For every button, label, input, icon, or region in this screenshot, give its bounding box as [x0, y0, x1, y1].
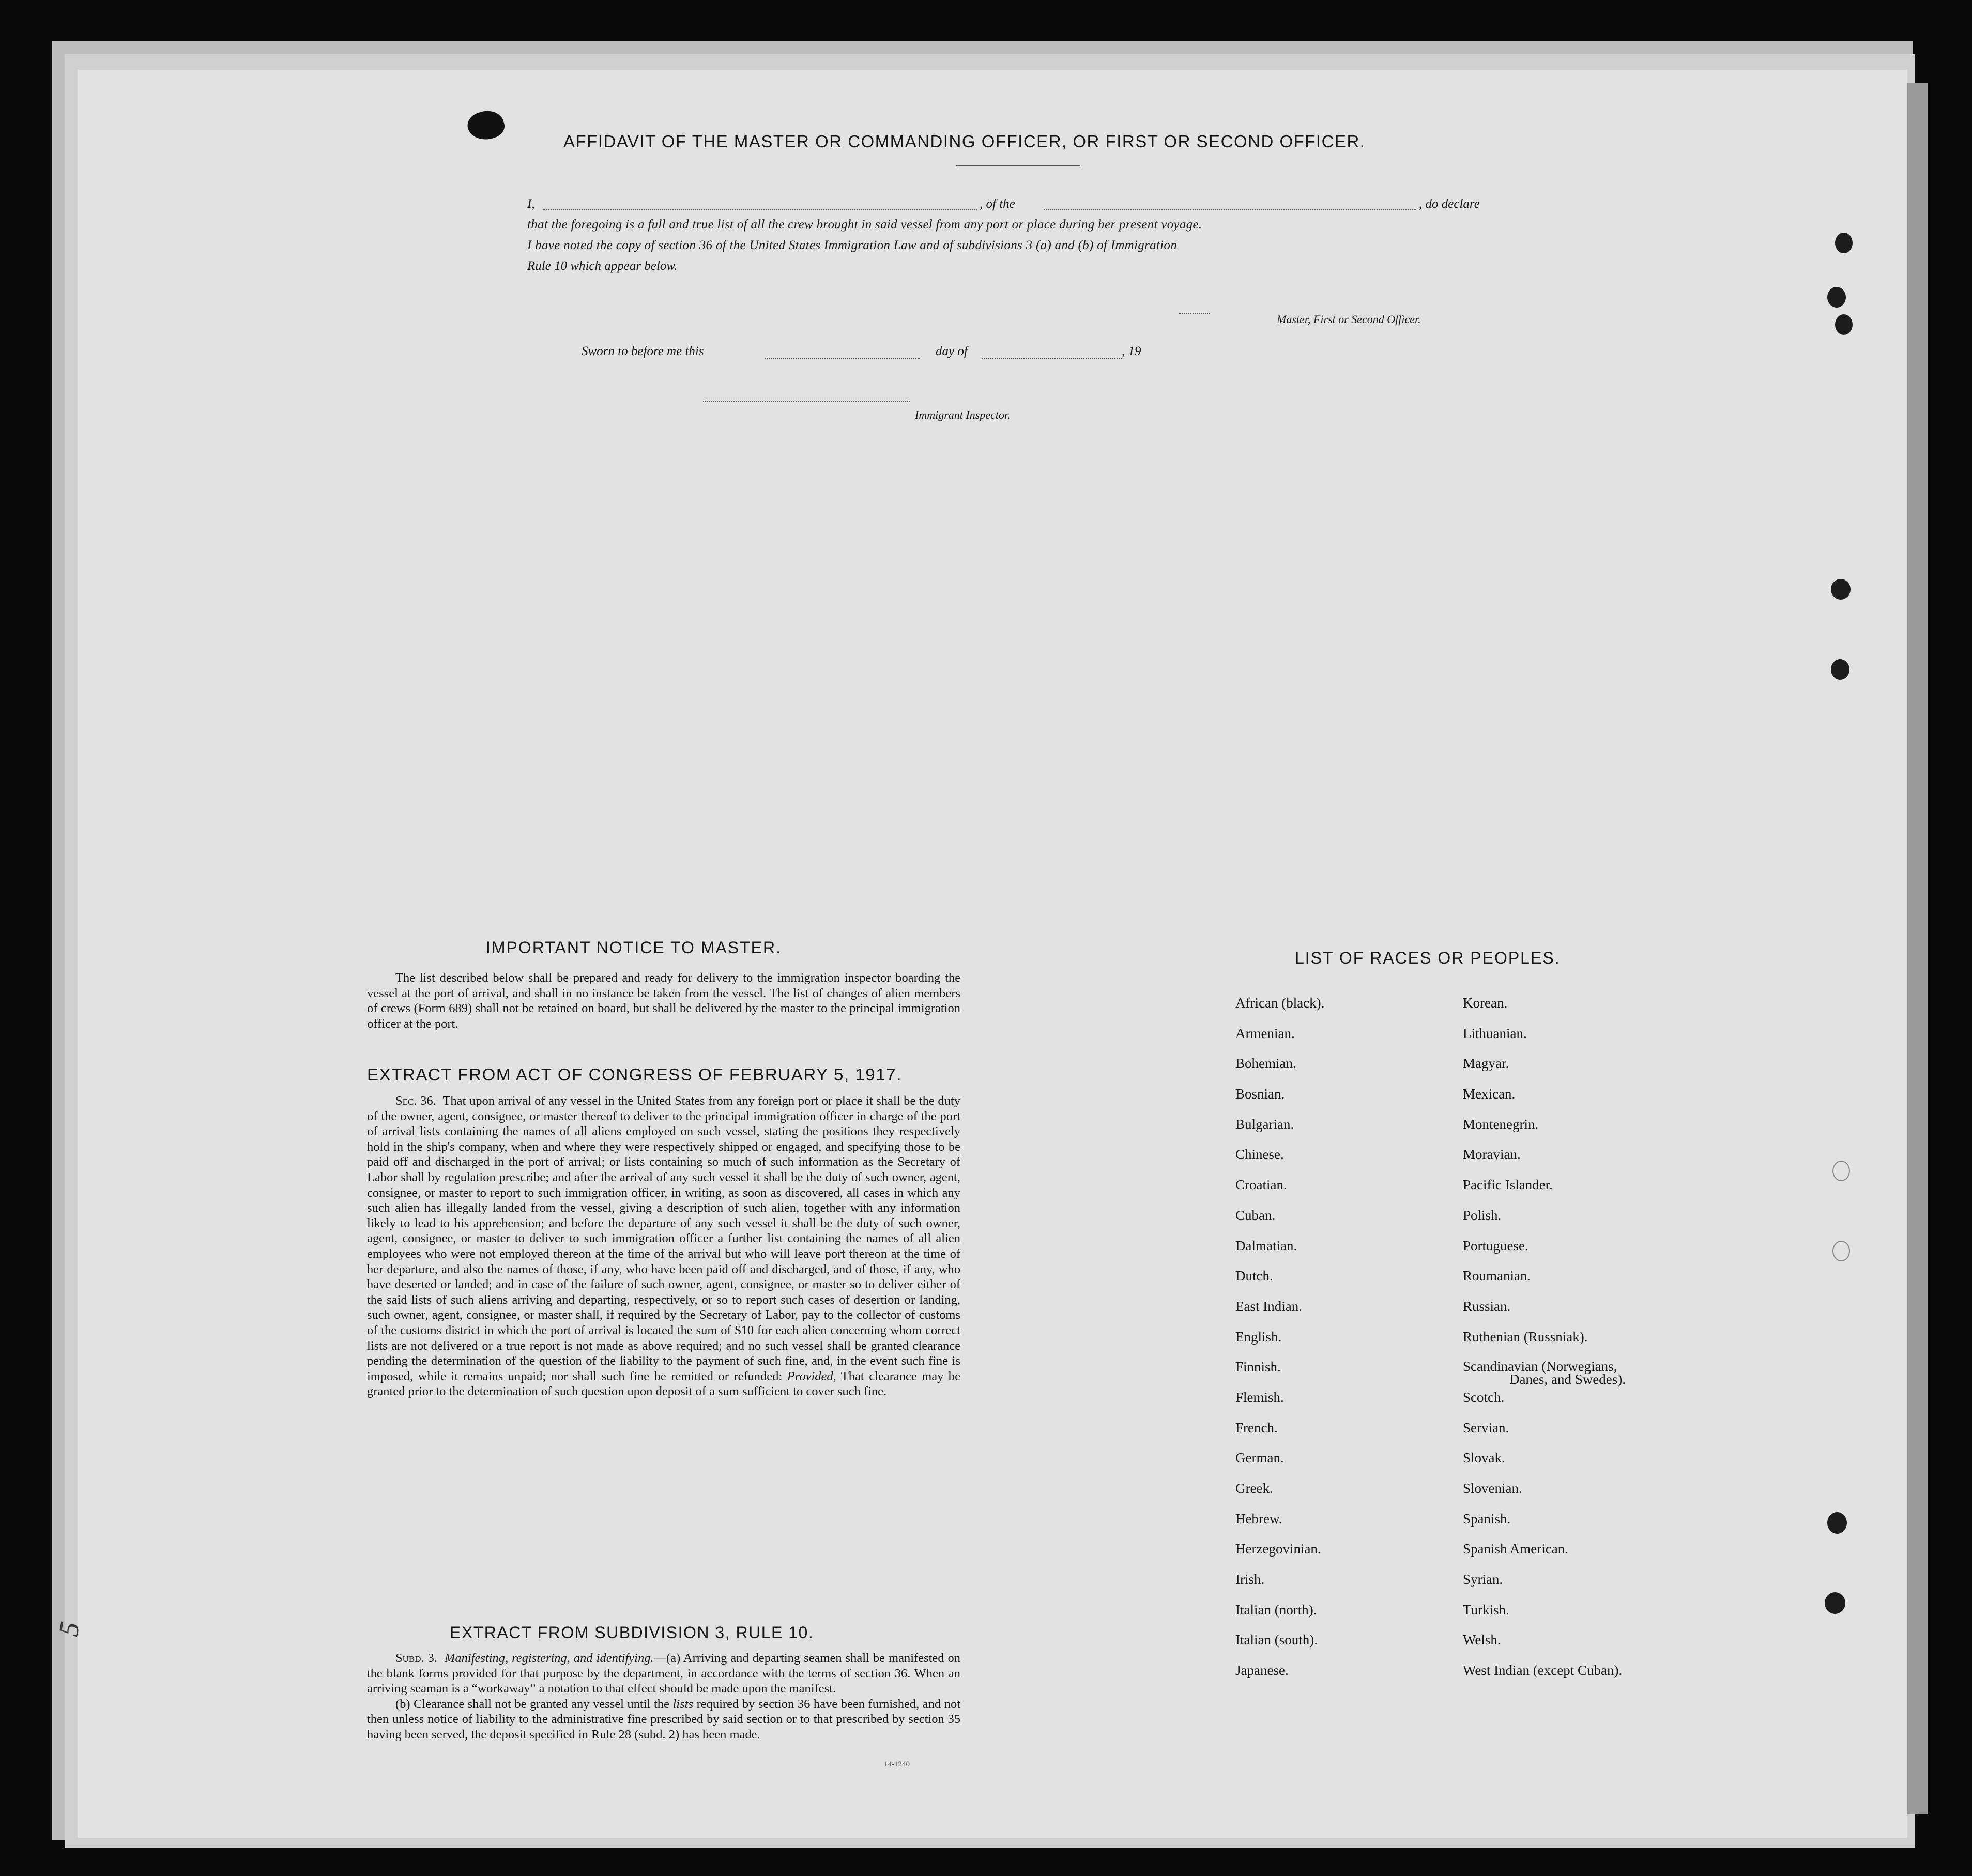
race-item: East Indian.: [1235, 1298, 1302, 1314]
race-item: English.: [1235, 1329, 1282, 1345]
act-title: EXTRACT FROM ACT OF CONGRESS OF FEBRUARY 5, 1917.: [367, 1065, 903, 1084]
race-item: Lithuanian.: [1463, 1025, 1527, 1041]
punch-hole-empty: [1832, 1241, 1850, 1261]
act-paragraph: [367, 1093, 960, 1399]
punch-hole: [1827, 287, 1846, 308]
back-sheet-right-edge: [1907, 83, 1928, 1814]
name-blank[interactable]: [543, 209, 977, 210]
document-page: [78, 70, 1907, 1838]
inspector-signature-line[interactable]: [703, 401, 910, 402]
notice-paragraph: The list described below shall be prepared and ready for delivery to the immigration inspector boarding the vessel at the port of arrival, and shall in no instance be taken from the vessel. The list of changes of alien members of crews (Form 689) shall not be retained on board, but shall be delivered by the master to the principal immigration officer at the port.: [367, 971, 960, 1031]
punch-hole: [1827, 1512, 1847, 1534]
act-section-label: Sec. 36.: [395, 1094, 436, 1108]
title-rule: [956, 165, 1080, 166]
race-item: Slovenian.: [1463, 1481, 1522, 1496]
race-item: Portuguese.: [1463, 1238, 1528, 1254]
race-item: Irish.: [1235, 1572, 1265, 1588]
rule-para-b-start: (b) Clearance shall not be granted any vessel until the: [395, 1697, 669, 1711]
race-item: Korean.: [1463, 995, 1508, 1011]
race-item: Japanese.: [1235, 1663, 1289, 1679]
punch-hole: [1831, 659, 1849, 680]
sworn-row: [582, 341, 1253, 362]
rule-subd-heading: Manifesting, registering, and identifying.: [445, 1651, 654, 1665]
races-right-column: [1463, 995, 1711, 1693]
race-item: Syrian.: [1463, 1572, 1503, 1588]
race-item: Herzegovinian.: [1235, 1541, 1321, 1557]
race-item: Montenegrin.: [1463, 1116, 1539, 1132]
race-item: Russian.: [1463, 1298, 1511, 1314]
sworn-text: Sworn to before me this: [582, 344, 704, 358]
race-item: Ruthenian (Russniak).: [1463, 1329, 1588, 1345]
day-of: day of: [936, 344, 968, 358]
rule-subd-label: Subd. 3.: [395, 1651, 438, 1665]
race-item: French.: [1235, 1420, 1278, 1436]
race-item: Armenian.: [1235, 1025, 1295, 1041]
act-body: That upon arrival of any vessel in the United States from any foreign port or place it shall be the duty of the owner, agent, consignee, or master thereof to deliver to the principal immigration officer in charge of the port of arrival lists containing the names of all aliens employed on such vessel, stating the positions they respectively hold in the ship's company, when and where they were respectively shipped or engaged, and specifying those to be paid off and discharged in the port of arrival; or lists containing so much of such information as the Secretary of Labor shall by regulation prescribe; and after the arrival of any such vessel it shall be the duty of such owner, agent, consignee, or master to report to such immigration officer, in writing, as soon as discovered, all cases in which any such alien has illegally landed from the vessel, giving a description of such alien, together with any information likely to lead to his apprehension; and before the departure of any such vessel it shall be the duty of such owner, agent, consignee, or master to deliver to such immigration officer a further list containing the names of all alien employees who were not employed thereon at the time of the arrival but who will leave port thereon at the time of her departure, and also the names of those, if any, who have been paid off and discharged, and of those, if any, who have deserted or landed; and in case of the failure of such owner, agent, consignee, or master so to deliver either of the said lists of such aliens arriving and departing, respectively, or so to report such cases of desertion or landing, such owner, agent, consignee, or master shall, if required by the Secretary of Labor, pay to the collector of customs of the customs district in which the port of arrival is located the sum of $10 for each alien concerning whom correct lists are not delivered or a true report is not made as above required; and no such vessel shall be granted clearance pending the determination of the question of the liability to the payment of such fine, and, in the event such fine is imposed, while it remains unpaid; nor shall such fine be remitted or refunded:: [367, 1094, 960, 1383]
race-item: Turkish.: [1463, 1602, 1509, 1618]
rule-para-b-lists: lists: [672, 1697, 693, 1711]
rule-title: EXTRACT FROM SUBDIVISION 3, RULE 10.: [450, 1623, 814, 1642]
race-item: Italian (south).: [1235, 1632, 1318, 1648]
declaration-line-3: I have noted the copy of section 36 of the United States Immigration Law and of subdivisions 3 (a) and (b) of Immigration: [527, 238, 1177, 252]
race-item: Cuban.: [1235, 1207, 1276, 1223]
races-left-column: [1235, 995, 1432, 1693]
ink-blot: [465, 107, 507, 144]
declaration-line-2: that the foregoing is a full and true list of all the crew brought in said vessel from any port or place during her present voyage.: [527, 218, 1202, 232]
race-item: Slovak.: [1463, 1450, 1505, 1466]
race-item: Spanish American.: [1463, 1541, 1568, 1557]
race-item: Pacific Islander.: [1463, 1177, 1553, 1193]
race-item: Flemish.: [1235, 1389, 1284, 1405]
rule-para-a: [367, 1651, 960, 1697]
year-prefix: , 19: [1122, 344, 1141, 358]
race-item: German.: [1235, 1450, 1284, 1466]
declaration-i: I,: [527, 197, 535, 211]
act-body-end: That clearance may be granted prior to the determination of such question upon deposit of a sum sufficient to cover such fine.: [367, 1369, 960, 1399]
race-item: Polish.: [1463, 1207, 1502, 1223]
declaration-line-4: Rule 10 which appear below.: [527, 259, 678, 273]
punch-hole: [1835, 314, 1853, 335]
margin-number: 5: [52, 1619, 86, 1639]
race-item: Croatian.: [1235, 1177, 1287, 1193]
declaration-do-declare: , do declare: [1419, 197, 1480, 211]
race-item: West Indian (except Cuban).: [1463, 1663, 1623, 1679]
rule-para-b: [367, 1697, 960, 1743]
race-item: Bohemian.: [1235, 1056, 1296, 1072]
race-item: Roumanian.: [1463, 1268, 1531, 1284]
races-title: LIST OF RACES OR PEOPLES.: [1295, 949, 1561, 967]
race-item: Bulgarian.: [1235, 1116, 1294, 1132]
race-item: Italian (north).: [1235, 1602, 1317, 1618]
punch-hole: [1825, 1592, 1845, 1614]
punch-hole: [1831, 579, 1851, 600]
race-item: Mexican.: [1463, 1086, 1516, 1102]
master-label: Master, First or Second Officer.: [1277, 313, 1421, 326]
month-blank[interactable]: [982, 358, 1122, 359]
declaration-of-the: , of the: [980, 197, 1015, 211]
race-item: Greek.: [1235, 1481, 1273, 1496]
affidavit-declaration: [527, 194, 1587, 277]
act-provided: Provided,: [787, 1369, 836, 1383]
notice-text: [367, 970, 960, 1031]
race-item: Magyar.: [1463, 1056, 1509, 1072]
rule-para-a-text: —(a) Arriving and departing seamen shall be manifested on the blank forms provided for that purpose by the department, in accordance with the terms of section 36. When an arriving seaman is a “workaway” a notation to that effect should be made upon the manifest.: [367, 1651, 960, 1696]
race-item: Bosnian.: [1235, 1086, 1285, 1102]
race-item: Spanish.: [1463, 1511, 1511, 1527]
vessel-blank[interactable]: [1044, 209, 1416, 210]
race-item: Welsh.: [1463, 1632, 1501, 1648]
punch-hole-empty: [1832, 1161, 1850, 1181]
race-item-continuation: Danes, and Swedes).: [1509, 1371, 1626, 1387]
race-item: Chinese.: [1235, 1147, 1284, 1163]
race-item: African (black).: [1235, 995, 1325, 1011]
form-number: 14-1240: [884, 1760, 910, 1768]
race-item: Servian.: [1463, 1420, 1509, 1436]
day-blank[interactable]: [765, 358, 920, 359]
race-item: Scandinavian (Norwegians, Danes, and Swedes).: [1463, 1359, 1711, 1390]
race-item: Hebrew.: [1235, 1511, 1282, 1527]
race-item: Dutch.: [1235, 1268, 1273, 1284]
race-item: Scotch.: [1463, 1389, 1505, 1405]
act-text: [367, 1093, 960, 1399]
master-signature-line[interactable]: [1179, 313, 1210, 314]
race-item: Finnish.: [1235, 1359, 1281, 1375]
rule-text: [367, 1651, 960, 1743]
inspector-label: Immigrant Inspector.: [915, 408, 1011, 421]
affidavit-title: AFFIDAVIT OF THE MASTER OR COMMANDING OFFICER, OR FIRST OR SECOND OFFICER.: [563, 132, 1366, 151]
notice-title: IMPORTANT NOTICE TO MASTER.: [486, 938, 782, 957]
rule-para-b-end: required by section 36 have been furnished, and not then unless notice of liability to the administrative fine prescribed by said section or to that prescribed by section 35 having been served, the deposit specified in Rule 28 (subd. 2) has been made.: [367, 1697, 961, 1742]
race-item: Moravian.: [1463, 1147, 1521, 1163]
race-item: Dalmatian.: [1235, 1238, 1297, 1254]
punch-hole: [1835, 233, 1853, 253]
